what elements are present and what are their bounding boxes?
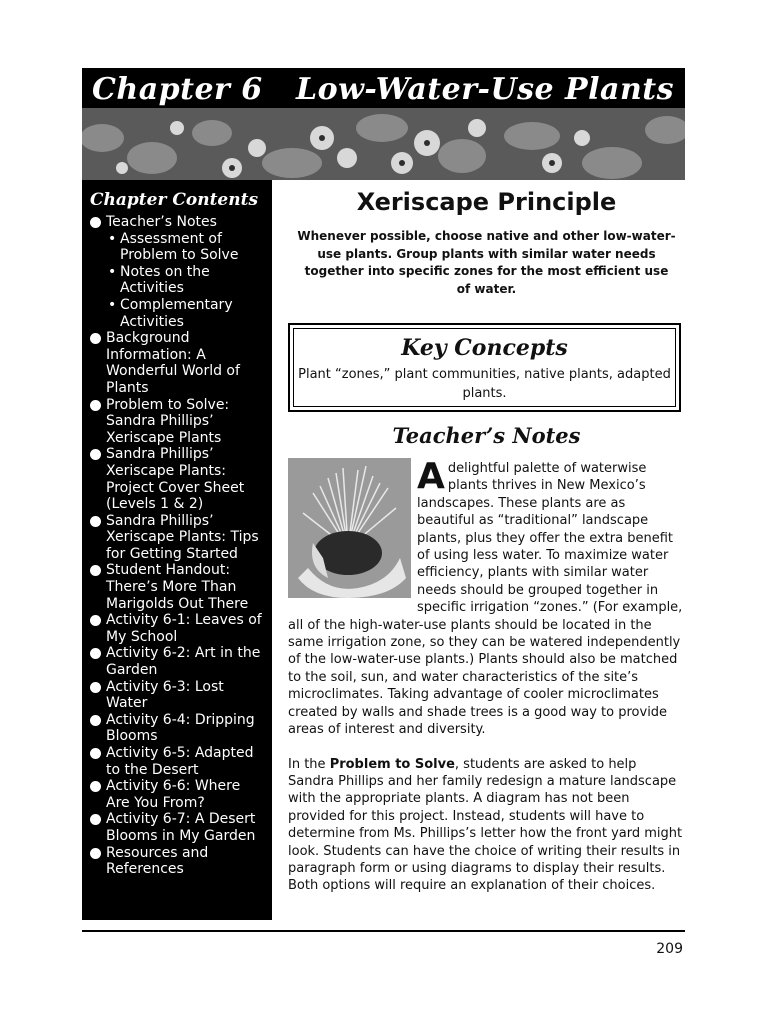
main-column (288, 180, 685, 894)
list-item: Sandra Phillips’ Xeriscape Plants: Tips for Getting Started (88, 513, 268, 563)
chapter-contents-sidebar (82, 180, 272, 920)
key-concepts-text: Plant “zones,” plant communities, native plants, adapted plants. (298, 367, 671, 401)
drop-cap: A (417, 456, 445, 497)
principle-title: Xeriscape Principle (356, 188, 617, 216)
flower-photo (82, 108, 685, 180)
bullet-icon (90, 516, 101, 527)
bullet-icon (90, 848, 101, 859)
page-number: 209 (656, 941, 683, 957)
list-item: • Assessment of Problem to Solve (108, 230, 239, 264)
bullet-icon (90, 449, 101, 460)
list-item: Activity 6-7: A Desert Blooms in My Garden (88, 811, 268, 844)
bullet-icon (90, 781, 101, 792)
bullet-icon (90, 615, 101, 626)
chapter-banner (82, 68, 685, 180)
bullet-icon (90, 400, 101, 411)
list-item: • Notes on the Activities (108, 263, 210, 297)
list-item: Background Information: A Wonderful World of Plants (88, 330, 268, 396)
bullet-icon: • (108, 230, 117, 247)
list-item: Activity 6-3: Lost Water (88, 679, 268, 712)
bullet-icon (90, 648, 101, 659)
bullet-icon (90, 565, 101, 576)
bullet-icon (90, 217, 101, 228)
teachers-notes-body (288, 456, 685, 895)
list-item: Sandra Phillips’ Xeriscape Plants: Project Cover Sheet (Levels 1 & 2) (88, 446, 268, 512)
contents-list (82, 214, 272, 878)
footer-divider (82, 930, 685, 932)
bullet-icon: • (108, 263, 117, 280)
notes-paragraph: In the Problem to Solve, students are asked to help Sandra Phillips and her family redesign a mature landscape with the appropriate plants. A diagram has not been provided for this project. Instead, students will have to determine from Ms. Phillips’s letter how the front yard might look. Students can have the choice of writing their results in paragraph form or using diagrams to display their results. Both options will require an explanation of their choices. (288, 756, 683, 894)
sub-list (106, 231, 268, 331)
list-item: Resources and References (88, 845, 268, 878)
principle-text: Whenever possible, choose native and other low-water-use plants. Group plants with similar water needs together into specific zones for the most efficient use of water. (297, 229, 676, 296)
bullet-icon: • (108, 296, 117, 313)
bullet-icon (90, 814, 101, 825)
bullet-icon (90, 715, 101, 726)
chapter-title: Low-Water-Use Plants (296, 72, 674, 107)
notes-paragraph: Adelightful palette of waterwise plants thrives in New Mexico’s landscapes. These plants are as beautiful as “traditional” landscape plants, plus they offer the extra benefit of using less water. To maximize water efficiency, plants with similar water needs should be grouped together in specific irrigation “zones.” (For example, all of the high-water-use plants should be located in the same irrigation zone, so they can be watered independently of the low-water-use plants.) Plants should also be matched to the soil, sun, and water characteristics of the site’s microclimates. Taking advantage of cooler microclimates created by walls and shade trees is a good way to provide areas of interest and diversity. (288, 456, 683, 738)
list-item: Activity 6-4: Dripping Blooms (88, 712, 268, 745)
list-item: Activity 6-6: Where Are You From? (88, 778, 268, 811)
list-item: Problem to Solve: Sandra Phillips’ Xeriscape Plants (88, 397, 268, 447)
bullet-icon (90, 682, 101, 693)
list-item: Student Handout: There’s More Than Marigolds Out There (88, 562, 268, 612)
chapter-number: Chapter 6 (92, 72, 263, 107)
key-concepts-box (288, 323, 681, 412)
list-item: • Complementary Activities (108, 296, 233, 330)
list-item: Activity 6-2: Art in the Garden (88, 645, 268, 678)
sidebar-heading: Chapter Contents (90, 190, 259, 210)
list-item: Activity 6-5: Adapted to the Desert (88, 745, 268, 778)
key-concepts-title: Key Concepts (401, 335, 568, 361)
list-item: Activity 6-1: Leaves of My School (88, 612, 268, 645)
bullet-icon (90, 333, 101, 344)
problem-to-solve-emphasis: Problem to Solve (329, 756, 455, 772)
list-item: Teacher’s Notes • Assessment of Problem to Solve • Notes on the Activities • Complementary Activities (88, 214, 268, 330)
teachers-notes-title: Teacher’s Notes (392, 423, 581, 448)
bullet-icon (90, 748, 101, 759)
